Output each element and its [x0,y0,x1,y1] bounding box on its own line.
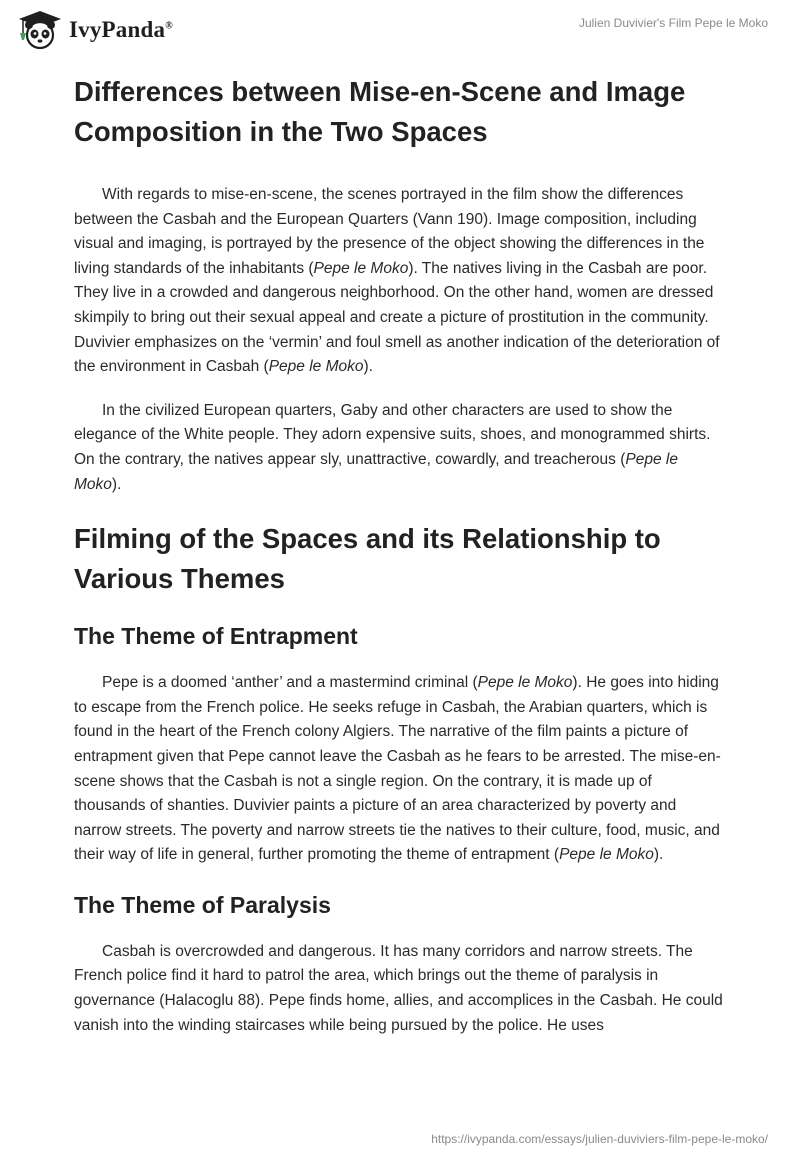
document-title: Julien Duvivier's Film Pepe le Moko [578,16,768,30]
paragraph-entrapment: Pepe is a doomed ‘anther’ and a mastermind criminal (Pepe le Moko). He goes into hiding to escape from the French police. He seeks refuge in Casbah, the Arabian quarters, which is found in the heart of the French colony Algiers. The narrative of the film paints a picture of entrapment given that Pepe cannot leave the Casbah as he fears to be arrested. The mise-en-scene shows that the Casbah is not a single region. On the contrary, it is made up of thousands of shanties. Duvivier paints a picture of an area characterized by poverty and narrow streets. The poverty and narrow streets tie the natives to their culture, food, music, and their way of life in general, further promoting the theme of entrapment (Pepe le Moko). [74,674,721,864]
page-header [0,0,800,60]
heading-mise-en-scene: Differences between Mise-en-Scene and Image Composition in the Two Spaces [74,76,686,147]
paragraph-mise-en-scene: With regards to mise-en-scene, the scenes portrayed in the film show the differences between the Casbah and the European Quarters (Vann 190). Image composition, including visual and imaging, is portrayed by the presence of the object showing the differences in the living standards of the inhabitants (Pepe le Moko). The natives living in the Casbah are poor. They live in a crowded and dangerous neighborhood. On the other hand, women are dressed skimpily to bring out their sexual appeal and create a picture of prostitution in the community. Duvivier emphasizes on the ‘vermin’ and foul smell as another indication of the deterioration of the environment in Casbah (Pepe le Moko). [74,186,720,376]
logo-text: IvyPanda® [69,17,173,42]
heading-theme-entrapment: The Theme of Entrapment [74,623,358,650]
ivypanda-logo[interactable] [17,9,173,51]
essay-content [74,72,724,1038]
source-url[interactable]: https://ivypanda.com/essays/julien-duviviers-film-pepe-le-moko/ [431,1132,768,1146]
paragraph-european-quarters: In the civilized European quarters, Gaby and other characters are used to show the elegance of the White people. They adorn expensive suits, shoes, and monogrammed shirts. On the contrary, the natives appear sly, unattractive, cowardly, and treacherous (Pepe le Moko). [74,401,711,493]
paragraph-paralysis: Casbah is overcrowded and dangerous. It has many corridors and narrow streets. The French police find it hard to patrol the area, which brings out the theme of paralysis in governance (Halacoglu 88). Pepe finds home, allies, and accomplices in the Casbah. He could vanish into the winding staircases while being pursued by the police. He uses [74,942,723,1034]
heading-theme-paralysis: The Theme of Paralysis [74,891,331,918]
heading-filming-spaces: Filming of the Spaces and its Relationship to Various Themes [74,523,661,595]
panda-graduate-icon [17,9,63,51]
